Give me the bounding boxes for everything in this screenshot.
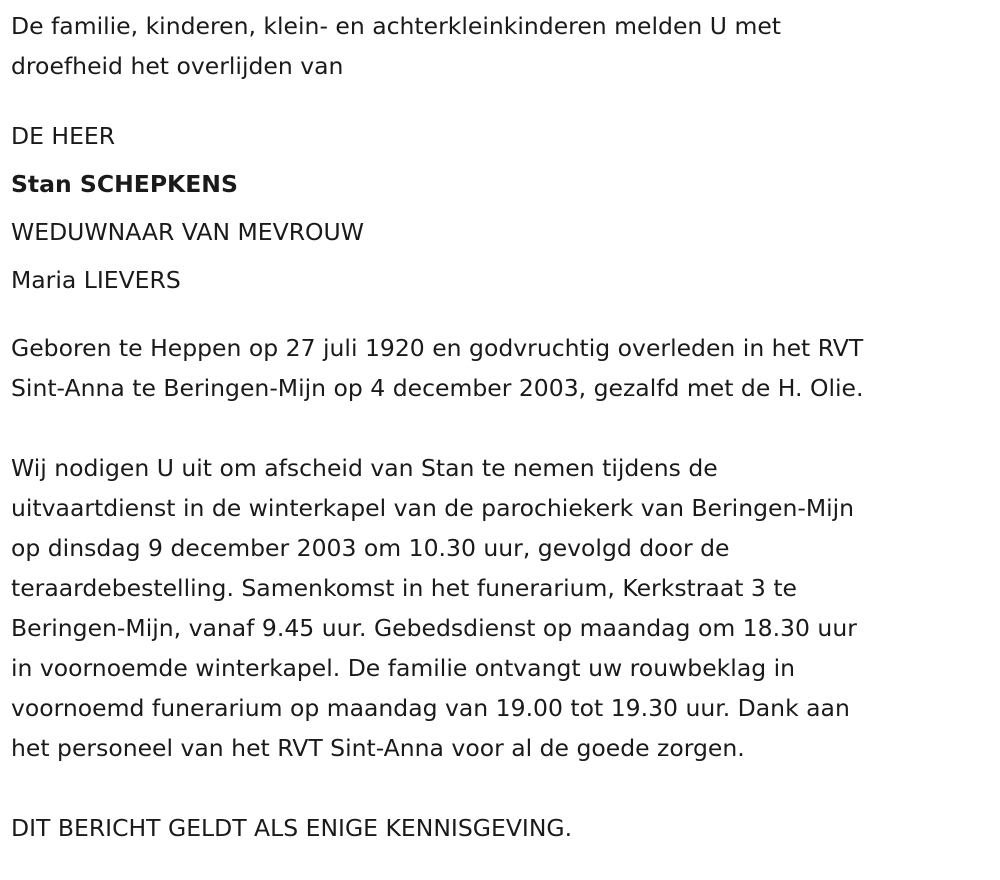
deceased-name: Stan SCHEPKENS: [11, 170, 238, 198]
spacer: [11, 408, 991, 448]
ceremony-line: uitvaartdienst in de winterkapel van de parochiekerk van Beringen-Mijn: [11, 494, 855, 522]
ceremony-line: het personeel van het RVT Sint-Anna voor al de goede zorgen.: [11, 734, 745, 762]
ceremony-line: Wij nodigen U uit om afscheid van Stan te nemen tijdens de: [11, 454, 718, 482]
intro-paragraph: [11, 6, 991, 86]
deceased-block: [11, 112, 991, 304]
ceremony-line: teraardebestelling. Samenkomst in het funerarium, Kerkstraat 3 te: [11, 574, 798, 602]
birth-death-line: Geboren te Heppen op 27 juli 1920 en godvruchtig overleden in het RVT: [11, 334, 864, 362]
ceremony-paragraph: [11, 448, 991, 768]
spacer: [11, 304, 991, 328]
deceased-relation: WEDUWNAAR VAN MEVROUW: [11, 218, 364, 246]
ceremony-line: in voornoemde winterkapel. De familie ontvangt uw rouwbeklag in: [11, 654, 796, 682]
spacer: [11, 768, 991, 808]
spacer: [11, 86, 991, 112]
ceremony-line: op dinsdag 9 december 2003 om 10.30 uur, gevolgd door de: [11, 534, 730, 562]
spouse-name: Maria LIEVERS: [11, 266, 181, 294]
ceremony-line: Beringen-Mijn, vanaf 9.45 uur. Gebedsdienst op maandag om 18.30 uur: [11, 614, 857, 642]
closing-statement: DIT BERICHT GELDT ALS ENIGE KENNISGEVING.: [11, 814, 573, 842]
obituary-notice: [11, 6, 991, 848]
deceased-title: DE HEER: [11, 122, 116, 150]
birth-death-paragraph: [11, 328, 991, 408]
birth-death-line: Sint-Anna te Beringen-Mijn op 4 december 2003, gezalfd met de H. Olie.: [11, 374, 864, 402]
ceremony-line: voornoemd funerarium op maandag van 19.00 tot 19.30 uur. Dank aan: [11, 694, 850, 722]
intro-line: De familie, kinderen, klein- en achterkleinkinderen melden U met: [11, 12, 782, 40]
intro-line: droefheid het overlijden van: [11, 52, 344, 80]
